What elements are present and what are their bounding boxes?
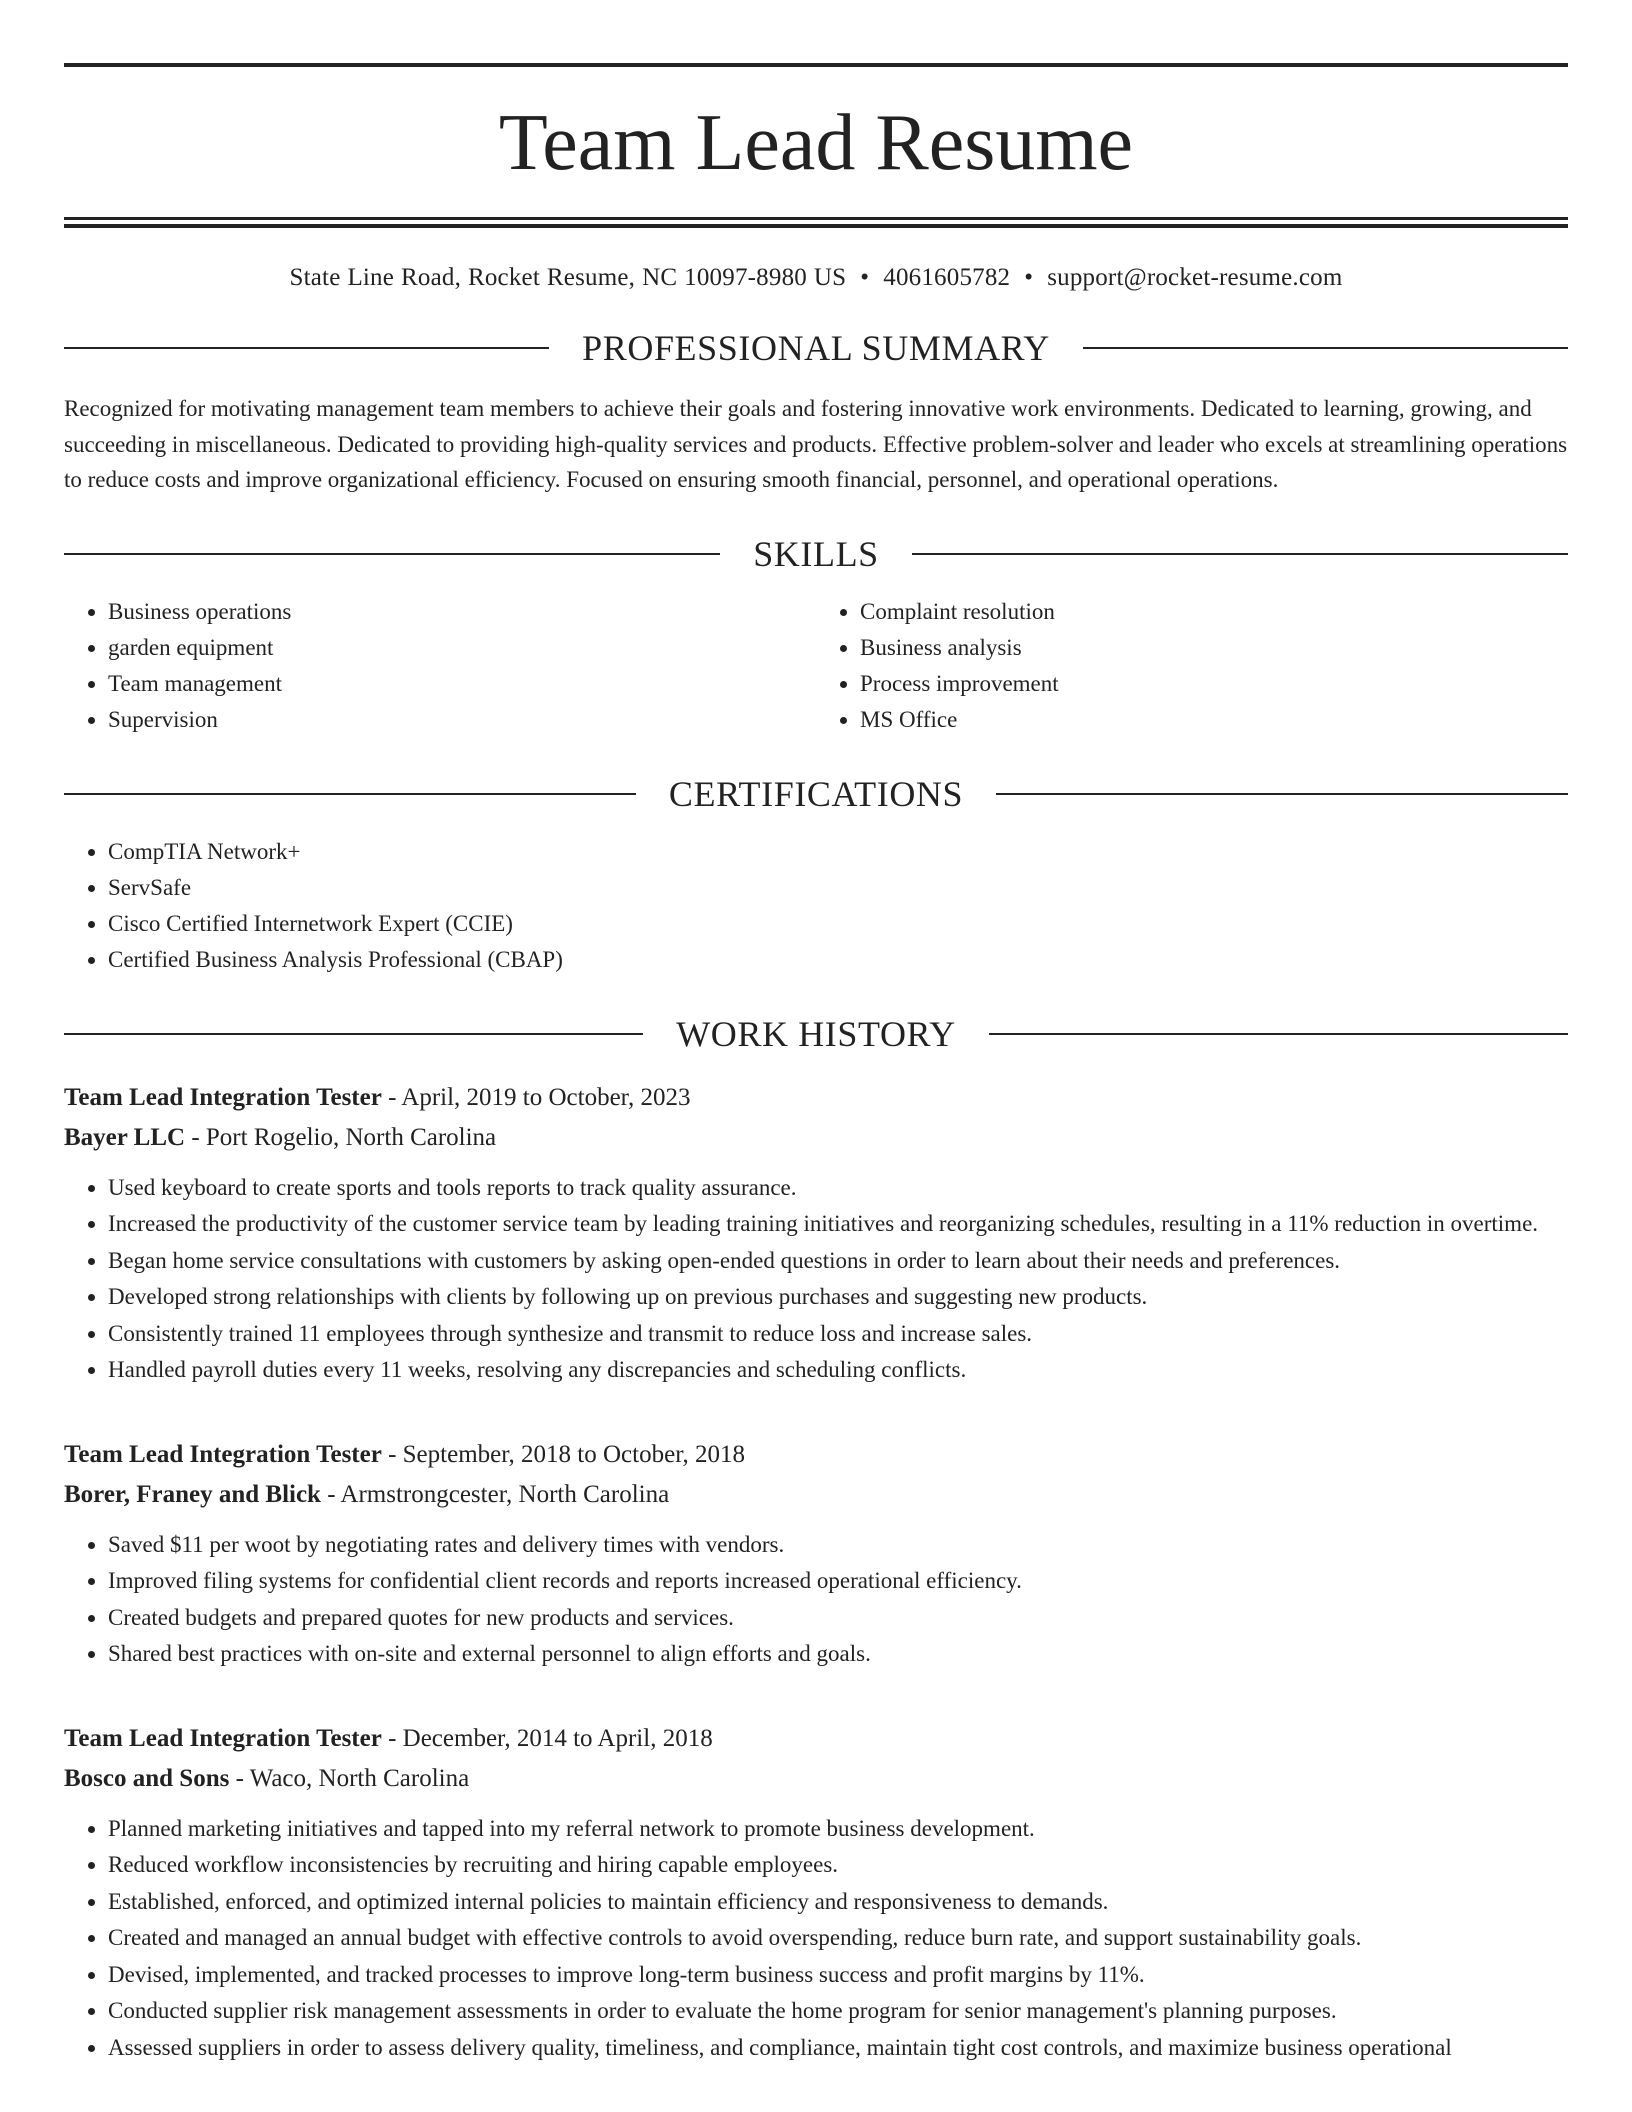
job-bullet: • Created and managed an annual budget with effective controls to avoid overspending, reduce burn rate, and support sustainability goals.: [108, 1920, 1568, 1957]
skills-list-left: [64, 594, 816, 738]
skills-heading: SKILLS: [753, 533, 879, 574]
contact-line: [64, 264, 1568, 292]
job-bullet: • Handled payroll duties every 11 weeks, resolving any discrepancies and scheduling conflicts.: [108, 1352, 1568, 1389]
certification-item: • ServSafe: [108, 870, 1568, 906]
heading-rule-left: [64, 553, 720, 555]
job-bullet: • Saved $11 per woot by negotiating rates and delivery times with vendors.: [108, 1527, 1568, 1564]
job-location: - Port Rogelio, North Carolina: [185, 1123, 497, 1151]
job-bullet: • Shared best practices with on-site and external personnel to align efforts and goals.: [108, 1636, 1568, 1673]
job-bullet: • Conducted supplier risk management assessments in order to evaluate the home program for senior management's planning purposes.: [108, 1993, 1568, 2030]
job-entry: [64, 1078, 1568, 1389]
summary-text: Recognized for motivating management team members to achieve their goals and fostering innovative work environments. Dedicated to learning, growing, and succeeding in miscellaneous. Dedicated to providing high-quality services and products. Effective problem-solver and leader who excels at streamlining operations to reduce costs and improve organizational efficiency. Focused on ensuring smooth financial, personnel, and operational operations.: [64, 396, 1568, 492]
job-location: - Waco, North Carolina: [229, 1764, 470, 1792]
summary-heading: PROFESSIONAL SUMMARY: [582, 328, 1050, 368]
job-bullet: • Improved filing systems for confidential client records and reports increased operational efficiency.: [108, 1563, 1568, 1600]
contact-email[interactable]: support@rocket-resume.com: [1047, 264, 1343, 291]
job-company-line: [64, 1475, 1568, 1515]
certification-item: • Cisco Certified Internetwork Expert (CCIE): [108, 906, 1568, 942]
job-bullet: • Increased the productivity of the customer service team by leading training initiatives and reorganizing schedules, resulting in a 11% reduction in overtime.: [108, 1206, 1568, 1243]
job-bullet: • Consistently trained 11 employees through synthesize and transmit to reduce loss and increase sales.: [108, 1316, 1568, 1353]
job-bullets: [64, 1527, 1568, 1673]
heading-rule-right: [912, 553, 1568, 555]
skill-item: • MS Office: [860, 702, 1568, 738]
skill-item: • garden equipment: [108, 630, 816, 666]
work-heading: WORK HISTORY: [676, 1013, 956, 1054]
job-company: Bosco and Sons: [64, 1764, 230, 1792]
skill-item: • Team management: [108, 666, 816, 702]
skill-item: • Supervision: [108, 702, 816, 738]
contact-separator: •: [860, 264, 870, 291]
job-bullets: [64, 1170, 1568, 1389]
certifications-heading: CERTIFICATIONS: [668, 773, 964, 814]
job-bullet: • Planned marketing initiatives and tapped into my referral network to promote business development.: [108, 1811, 1568, 1848]
job-bullet: • Reduced workflow inconsistencies by recruiting and hiring capable employees.: [108, 1847, 1568, 1884]
job-dates: - April, 2019 to October, 2023: [381, 1083, 691, 1111]
job-title-line: [64, 1435, 1568, 1475]
job-title: Team Lead Integration Tester: [64, 1724, 382, 1752]
job-bullet: • Began home service consultations with customers by asking open-ended questions in order to learn about their needs and preferences.: [108, 1243, 1568, 1280]
skill-item: • Business analysis: [860, 630, 1568, 666]
certification-item: • Certified Business Analysis Professional (CBAP): [108, 942, 1568, 978]
contact-phone: 4061605782: [883, 264, 1011, 291]
heading-rule-left: [64, 1033, 643, 1035]
job-bullet: • Established, enforced, and optimized internal policies to maintain efficiency and responsiveness to demands.: [108, 1884, 1568, 1921]
job-bullet: • Assessed suppliers in order to assess delivery quality, timeliness, and compliance, maintain tight cost controls, and maximize business operational: [108, 2030, 1568, 2067]
job-bullets: [64, 1811, 1568, 2067]
job-dates: - December, 2014 to April, 2018: [381, 1724, 713, 1752]
certifications-list: [64, 834, 1568, 978]
job-company-line: [64, 1118, 1568, 1158]
heading-rule-right: [989, 1033, 1568, 1035]
job-title: Team Lead Integration Tester: [64, 1083, 382, 1111]
job-location: - Armstrongcester, North Carolina: [320, 1480, 670, 1508]
heading-rule-left: [64, 347, 549, 349]
job-title-line: [64, 1719, 1568, 1759]
job-entry: [64, 1435, 1568, 1673]
contact-separator: •: [1024, 264, 1034, 291]
heading-rule-left: [64, 793, 636, 795]
job-title-line: [64, 1078, 1568, 1118]
skills-grid: [64, 594, 1568, 738]
job-bullet: • Used keyboard to create sports and tools reports to track quality assurance.: [108, 1170, 1568, 1207]
skills-list-right: [816, 594, 1568, 738]
job-bullet: • Developed strong relationships with clients by following up on previous purchases and suggesting new products.: [108, 1279, 1568, 1316]
contact-address: State Line Road, Rocket Resume, NC 10097-8980 US: [289, 264, 847, 291]
skill-item: • Process improvement: [860, 666, 1568, 702]
certification-item: • CompTIA Network+: [108, 834, 1568, 870]
summary-section-heading: [64, 330, 1568, 366]
title-double-rule: [64, 217, 1568, 228]
work-section-heading: [64, 1013, 1568, 1054]
skill-item: • Business operations: [108, 594, 816, 630]
resume-page: [64, 0, 1568, 2066]
skill-item: • Complaint resolution: [860, 594, 1568, 630]
job-company-line: [64, 1759, 1568, 1799]
job-bullet: • Created budgets and prepared quotes for new products and services.: [108, 1600, 1568, 1637]
skills-section-heading: [64, 533, 1568, 574]
job-title: Team Lead Integration Tester: [64, 1440, 382, 1468]
heading-rule-right: [996, 793, 1568, 795]
heading-rule-right: [1083, 347, 1568, 349]
job-entry: [64, 1719, 1568, 2067]
job-bullet: • Devised, implemented, and tracked processes to improve long-term business success and profit margins by 11%.: [108, 1957, 1568, 1994]
job-company: Bayer LLC: [64, 1123, 186, 1151]
page-title: Team Lead Resume: [498, 99, 1134, 187]
certifications-section-heading: [64, 773, 1568, 814]
job-company: Borer, Franey and Blick: [64, 1480, 321, 1508]
job-dates: - September, 2018 to October, 2018: [381, 1440, 746, 1468]
